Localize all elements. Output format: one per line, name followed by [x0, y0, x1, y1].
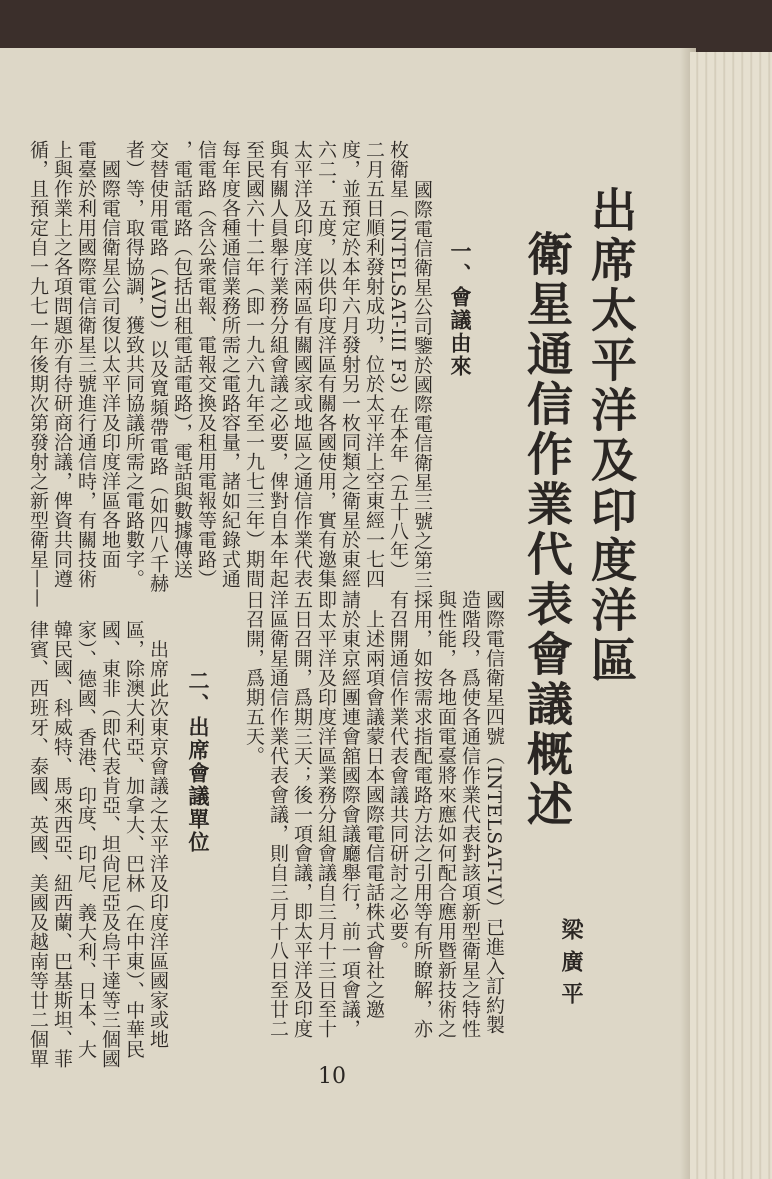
text-column: 者）等，取得協調，獲致共同協議所需之電路數字。: [123, 140, 145, 589]
text-column: 循，且預定自一九七一年後期次第發射之新型衛星——: [27, 140, 49, 608]
text-column: 出席此次東京會議之太平洋及印度洋區國家或地: [147, 620, 169, 1049]
text-column: 與有關人員舉行業務分組會議之必要，俾對自本年起: [267, 140, 289, 589]
text-column: 二月五日順利發射成功，位於太平洋上空東經一七四: [363, 140, 385, 589]
text-column: 區，除澳大利亞、加拿大、巴林（在中東）、中華民: [123, 620, 145, 1059]
text-column: 交替使用電路（AVD）以及寬頻帶電路（如四八千赫: [147, 140, 169, 593]
text-column: 造階段，爲使各通信作業代表對該項新型衛星之特性: [459, 590, 481, 1039]
text-column: 即太平洋及印度洋區業務分組會議自三月十三日至十: [315, 590, 337, 1039]
text-column: 至民國六十二年（即一九六九年至一九七三年）期間: [243, 140, 265, 589]
article-title-line1: 出席太平洋及印度洋區: [584, 186, 638, 686]
text-column: 國際電信衛星公司鑒於國際電信衛星三號之第三: [411, 180, 433, 590]
section1-heading: 一、會議由來: [448, 240, 473, 378]
text-column: 家）、德國、香港、印度、印尼、義大利、日本、大: [75, 620, 97, 1059]
page-edges: [690, 52, 772, 1179]
text-column: 洋區衛星通信作業代表會議，則自三月十八日至廿二: [267, 590, 289, 1039]
text-column: 上述兩項會議蒙日本國際電信電話株式會社之邀: [363, 590, 385, 1019]
text-column: 採用，如按需求指配電路方法之引用等有所瞭解，亦: [411, 590, 433, 1039]
text-column: 律賓、西班牙、泰國、英國、美國及越南等廿二個單: [27, 620, 49, 1069]
text-column: 日召開，爲期五天。: [243, 590, 265, 766]
text-column: 太平洋及印度洋兩區有關國家或地區之通信作業代表: [291, 140, 313, 589]
section2-heading: 二、出席會議單位: [186, 670, 211, 854]
text-column: 六二．五度，以供印度洋區有關各國使用，實有邀集: [315, 140, 337, 589]
text-column: 國際電信衛星公司復以太平洋及印度洋區各地面: [99, 140, 121, 569]
text-column: 與性能，各地面電臺將來應如何配合應用暨新技術之: [435, 590, 457, 1039]
text-column: 韓民國、科威特、馬來西亞、紐西蘭、巴基斯坦、菲: [51, 620, 73, 1069]
text-column: 上與作業上之各項問題亦有待研商洽議，俾資共同遵: [51, 140, 73, 589]
text-column: 國際電信衛星四號（INTELSAT-IV）已進入訂約製: [483, 590, 505, 1035]
text-column: 信電路（含公衆電報、電報交換及租用電報等電路）: [195, 140, 217, 589]
article-title-line2: 衛星通信作業代表會議概述: [520, 230, 574, 830]
text-column: 五日召開，爲期三天；後一項會議，即太平洋及印度: [291, 590, 313, 1039]
text-column: 請於東京經團連會舘國際會議廳舉行，前一項會議，: [339, 590, 361, 1039]
text-column: 每年度各種通信業務所需之電路容量，諸如紀錄式通: [219, 140, 241, 589]
text-column: 電臺於利用國際電信衛星三號進行通信時，有關技術: [75, 140, 97, 589]
text-column: ，電話電路（包括出租電話電路），電話與數據傳送: [171, 140, 193, 579]
author-name: 梁廣平: [558, 918, 584, 1014]
text-column: 國、東非（即代表肯亞、坦尙尼亞及烏干達等三個國: [99, 620, 121, 1069]
text-column: 有召開通信作業代表會議共同研討之必要。: [387, 590, 409, 961]
text-column: 枚衛星（INTELSAT-III F3）在本年（五十八年）: [387, 140, 409, 580]
page-number: 10: [318, 1064, 346, 1089]
text-column: 度，並預定於本年六月發射另一枚同類之衛星於東經: [339, 140, 361, 589]
